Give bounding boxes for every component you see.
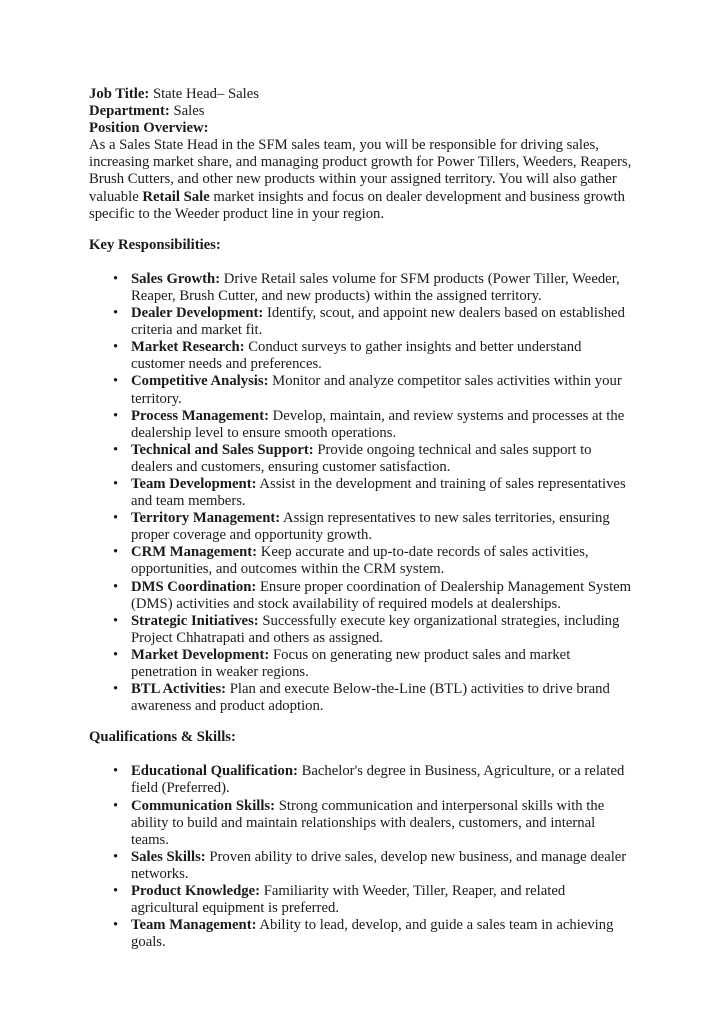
- job-title-value: State Head– Sales: [152, 86, 259, 102]
- item-desc: Develop, maintain, and review systems and processes at the dealership level to ensure smooth operations.: [131, 407, 625, 441]
- item-desc: Identify, scout, and appoint new dealers based on established criteria and market fit.: [131, 305, 625, 339]
- list-item: [89, 476, 635, 510]
- item-desc: Proven ability to drive sales, develop new business, and manage dealer networks.: [131, 848, 627, 882]
- item-term: DMS Coordination:: [131, 578, 257, 595]
- bullet-icon: •: [113, 917, 119, 934]
- qualifications-heading: Qualifications & Skills:: [89, 729, 236, 746]
- qualifications-section: [89, 729, 635, 951]
- bullet-icon: •: [113, 407, 119, 424]
- item-term: Competitive Analysis:: [131, 373, 269, 390]
- item-desc: Keep accurate and up-to-date records of sales activities, opportunities, and outcomes within the CRM system.: [131, 544, 589, 578]
- item-desc: Ability to lead, develop, and guide a sales team in achieving goals.: [131, 917, 614, 951]
- bullet-icon: •: [113, 475, 119, 492]
- item-desc: Conduct surveys to gather insights and better understand customer needs and preferences.: [131, 339, 582, 373]
- key-responsibilities-heading: Key Responsibilities:: [89, 236, 221, 253]
- list-item: [89, 763, 635, 797]
- bullet-icon: •: [113, 544, 119, 561]
- list-item: [89, 442, 635, 476]
- qualifications-list: [89, 763, 635, 951]
- bullet-icon: •: [113, 681, 119, 698]
- bullet-icon: •: [113, 797, 119, 814]
- bullet-icon: •: [113, 883, 119, 900]
- bullet-icon: •: [113, 339, 119, 356]
- item-term: Product Knowledge:: [131, 883, 261, 900]
- item-term: Educational Qualification:: [131, 763, 298, 780]
- bullet-icon: •: [113, 373, 119, 390]
- list-item: [89, 373, 635, 407]
- item-term: Market Development:: [131, 646, 270, 663]
- item-desc: Drive Retail sales volume for SFM products (Power Tiller, Weeder, Reaper, Brush Cutter, and new products) within the assigned territory.: [131, 270, 620, 304]
- item-desc: Monitor and analyze competitor sales activities within your territory.: [131, 373, 622, 407]
- overview-text-end: market insights and focus on dealer development and business growth specific to the Weeder product line in your region.: [89, 188, 625, 222]
- bullet-icon: •: [113, 578, 119, 595]
- item-term: Strategic Initiatives:: [131, 612, 259, 629]
- job-title-label: Job Title:: [89, 86, 150, 102]
- bullet-icon: •: [113, 646, 119, 663]
- list-item: [89, 579, 635, 613]
- list-item: [89, 271, 635, 305]
- item-term: Team Development:: [131, 475, 257, 492]
- list-item: [89, 339, 635, 373]
- list-item: [89, 613, 635, 647]
- department-label: Department:: [89, 103, 170, 120]
- list-item: [89, 798, 635, 849]
- item-term: Sales Skills:: [131, 848, 206, 865]
- item-term: Sales Growth:: [131, 270, 221, 287]
- responsibilities-list: [89, 271, 635, 715]
- list-item: [89, 544, 635, 578]
- item-term: BTL Activities:: [131, 681, 227, 698]
- list-item: [89, 917, 635, 951]
- job-title-line: [89, 86, 635, 103]
- item-term: Process Management:: [131, 407, 269, 424]
- item-desc: Familiarity with Weeder, Tiller, Reaper, and related agricultural equipment is preferred.: [131, 883, 566, 917]
- item-term: Communication Skills:: [131, 797, 276, 814]
- list-item: [89, 681, 635, 715]
- list-item: [89, 510, 635, 544]
- item-term: Territory Management:: [131, 510, 281, 527]
- item-term: Team Management:: [131, 917, 257, 934]
- item-desc: Provide ongoing technical and sales support to dealers and customers, ensuring customer satisfaction.: [131, 441, 592, 475]
- item-desc: Assign representatives to new sales territories, ensuring proper coverage and opportunity growth.: [131, 510, 610, 544]
- overview-text-start: As a Sales State Head in the SFM sales team, you will be responsible for driving sales, increasing market share, and managing product growth for Power Tillers, Weeders, Reapers, Brush Cutters, and other new products within your assigned territory. You will also gather valuable: [89, 137, 632, 205]
- list-item: [89, 849, 635, 883]
- item-desc: Plan and execute Below-the-Line (BTL) activities to drive brand awareness and product adoption.: [131, 681, 610, 715]
- item-desc: Ensure proper coordination of Dealership Management System (DMS) activities and stock availability of required models at dealerships.: [131, 578, 632, 612]
- item-desc: Successfully execute key organizational strategies, including Project Chhatrapati and others as assigned.: [131, 612, 620, 646]
- item-term: Technical and Sales Support:: [131, 441, 314, 458]
- department-line: [89, 103, 635, 120]
- list-item: [89, 408, 635, 442]
- bullet-icon: •: [113, 848, 119, 865]
- item-desc: Assist in the development and training of sales representatives and team members.: [131, 475, 626, 510]
- bullet-icon: •: [113, 763, 119, 780]
- list-item: [89, 883, 635, 917]
- key-responsibilities-section: [89, 237, 635, 716]
- list-item: [89, 647, 635, 681]
- list-item: [89, 305, 635, 339]
- item-desc: Strong communication and interpersonal skills with the ability to build and maintain relationships with dealers, customers, and internal teams.: [131, 797, 605, 848]
- bullet-icon: •: [113, 612, 119, 629]
- bullet-icon: •: [113, 270, 119, 287]
- item-term: Market Research:: [131, 339, 245, 356]
- bullet-icon: •: [113, 305, 119, 322]
- item-desc: Bachelor's degree in Business, Agriculture, or a related field (Preferred).: [131, 763, 625, 797]
- item-term: CRM Management:: [131, 544, 258, 561]
- department-value: Sales: [173, 103, 205, 120]
- overview-bold-phrase: Retail Sale: [142, 188, 210, 205]
- position-overview-paragraph: [89, 137, 635, 222]
- bullet-icon: •: [113, 441, 119, 458]
- bullet-icon: •: [113, 510, 119, 527]
- item-term: Dealer Development:: [131, 305, 264, 322]
- position-overview-heading: [89, 120, 635, 137]
- position-overview-label: Position Overview:: [89, 120, 209, 137]
- item-desc: Focus on generating new product sales and market penetration in weaker regions.: [131, 646, 571, 680]
